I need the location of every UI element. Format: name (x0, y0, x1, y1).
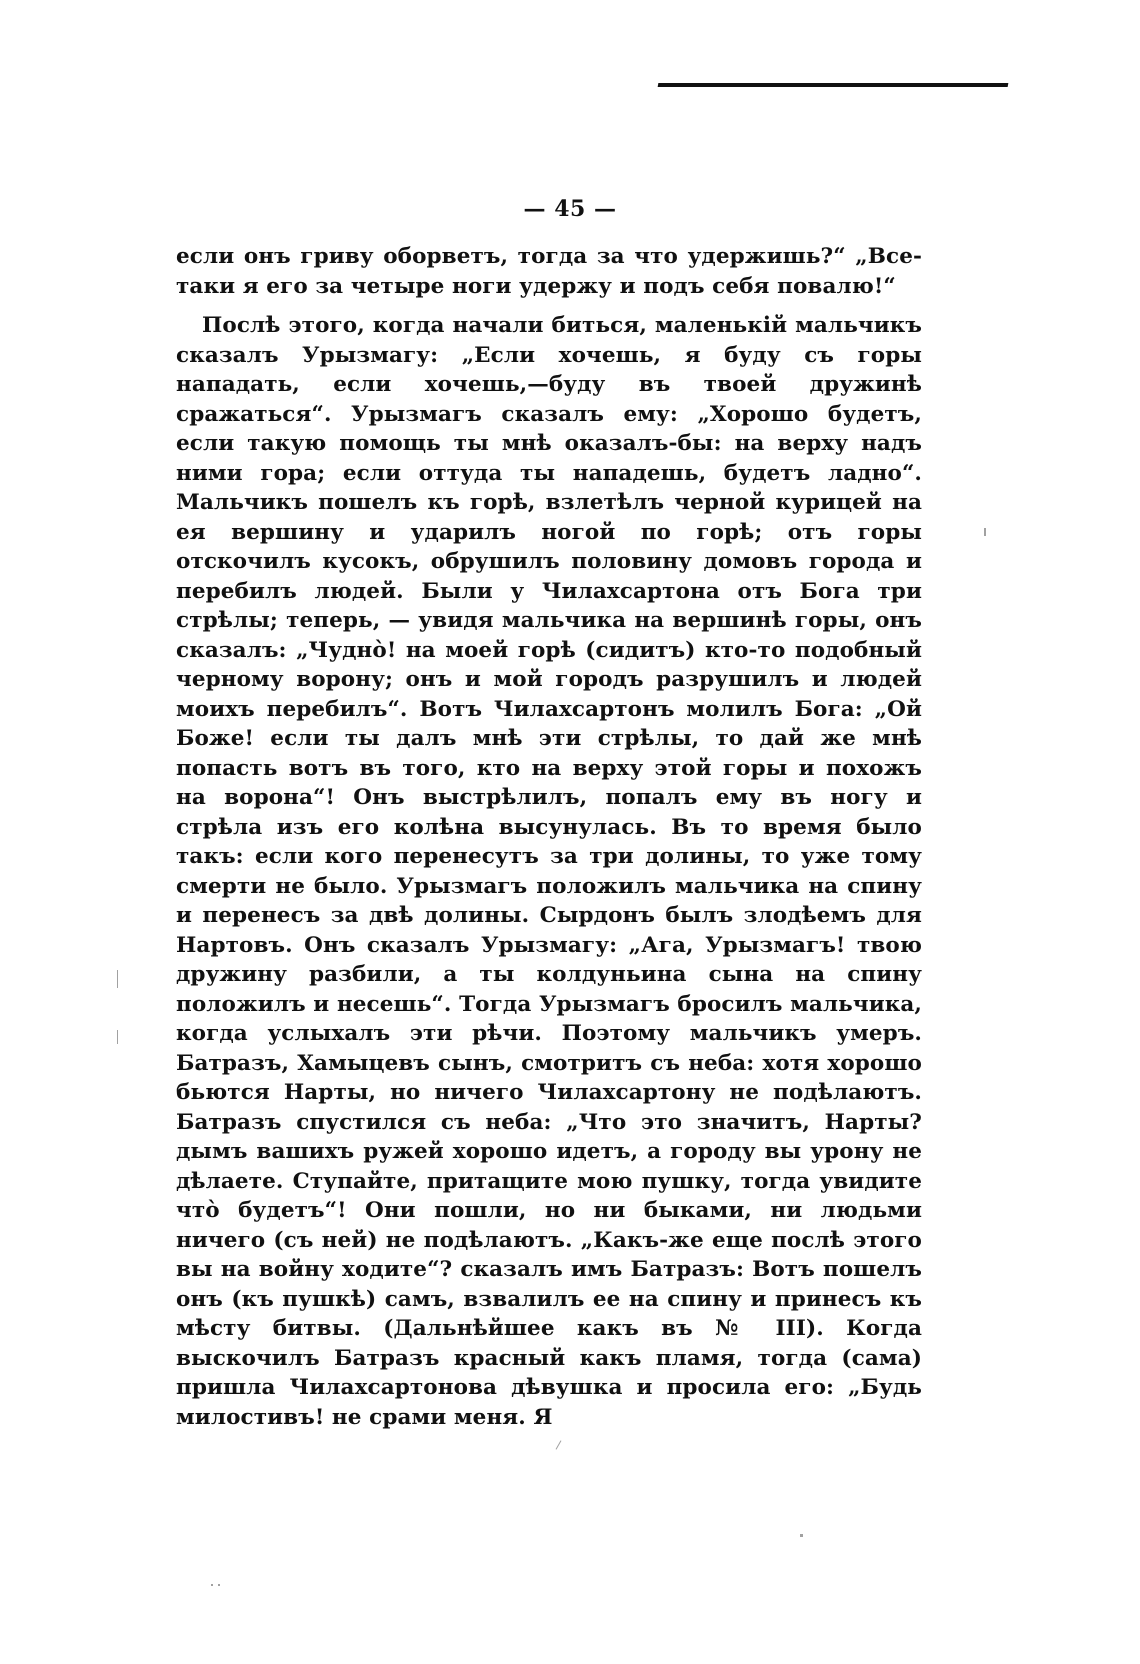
scan-mark (117, 1030, 118, 1044)
scan-mark (117, 970, 118, 988)
scan-mark (218, 1584, 220, 1586)
top-rule (658, 83, 1009, 87)
paragraph-main: Послѣ этого, когда начали биться, маленькій мальчикъ сказалъ Урызмагу: „Если хочешь, я буду съ горы нападать, если хочешь,—буду въ твоей дружинѣ сражаться“. Урызмагъ сказалъ ему: „Хорошо будетъ, если такую помощь ты мнѣ оказалъ-бы: на верху надъ ними гора; если оттуда ты нападешь, будетъ ладно“. Мальчикъ пошелъ къ горѣ, взлетѣлъ черной курицей на ея вершину и ударилъ ногой по горѣ; отъ горы отскочилъ кусокъ, обрушилъ половину домовъ города и перебилъ людей. Были у Чилахсартона отъ Бога три стрѣлы; теперь, — увидя мальчика на вершинѣ горы, онъ сказалъ: „Чудно̀! на моей горѣ (сидитъ) кто-то подобный черному ворону; онъ и мой городъ разрушилъ и людей моихъ перебилъ“. Вотъ Чилахсартонъ молилъ Бога: „Ой Боже! если ты далъ мнѣ эти стрѣлы, то дай же мнѣ попасть вотъ въ того, кто на верху этой горы и похожъ на ворона“! Онъ выстрѣлилъ, попалъ ему въ ногу и стрѣла изъ его колѣна высунулась. Въ то время было такъ: если кого перенесутъ за три долины, то уже тому смерти не было. Урызмагъ положилъ мальчика на спину и перенесъ за двѣ долины. Сырдонъ былъ злодѣемъ для Нартовъ. Онъ сказалъ Урызмагу: „Ага, Урызмагъ! твою дружину разбили, а ты колдуньина сына на спину положилъ и несешь“. Тогда Урызмагъ бросилъ мальчика, когда услыхалъ эти рѣчи. Поэтому мальчикъ умеръ. Батразъ, Хамыцевъ сынъ, смотритъ съ неба: хотя хорошо бьются Нарты, но ничего Чилахсартону не подѣлаютъ. Батразъ спустился съ неба: „Что это значитъ, Нарты? дымъ вашихъ ружей хорошо идетъ, а городу вы урону не дѣлаете. Ступайте, притащите мою пушку, тогда увидите что̀ будетъ“! Они пошли, но ни быками, ни людьми ничего (съ ней) не подѣлаютъ. „Какъ-же еще послѣ этого вы на войну ходите“? сказалъ имъ Батразъ: Вотъ пошелъ онъ (къ пушкѣ) самъ, взвалилъ ее на спину и принесъ къ мѣсту битвы. (Дальнѣйшее какъ въ № III). Когда выскочилъ Батразъ красный какъ пламя, тогда (сама) пришла Чилахсартонова дѣвушка и просила его: „Будь милостивъ! не срами меня. Я (176, 313, 922, 1430)
page-number: — 45 — (523, 196, 617, 222)
scan-mark (211, 1584, 213, 1586)
scan-mark (984, 528, 986, 536)
paragraph-continuation: если онъ гриву оборветъ, тогда за что удержишь?“ „Все-таки я его за четыре ноги удержу и подъ себя повалю!“ (176, 244, 922, 299)
scan-mark (556, 1440, 562, 1449)
body-text (176, 242, 922, 1432)
scan-mark (800, 1534, 803, 1537)
